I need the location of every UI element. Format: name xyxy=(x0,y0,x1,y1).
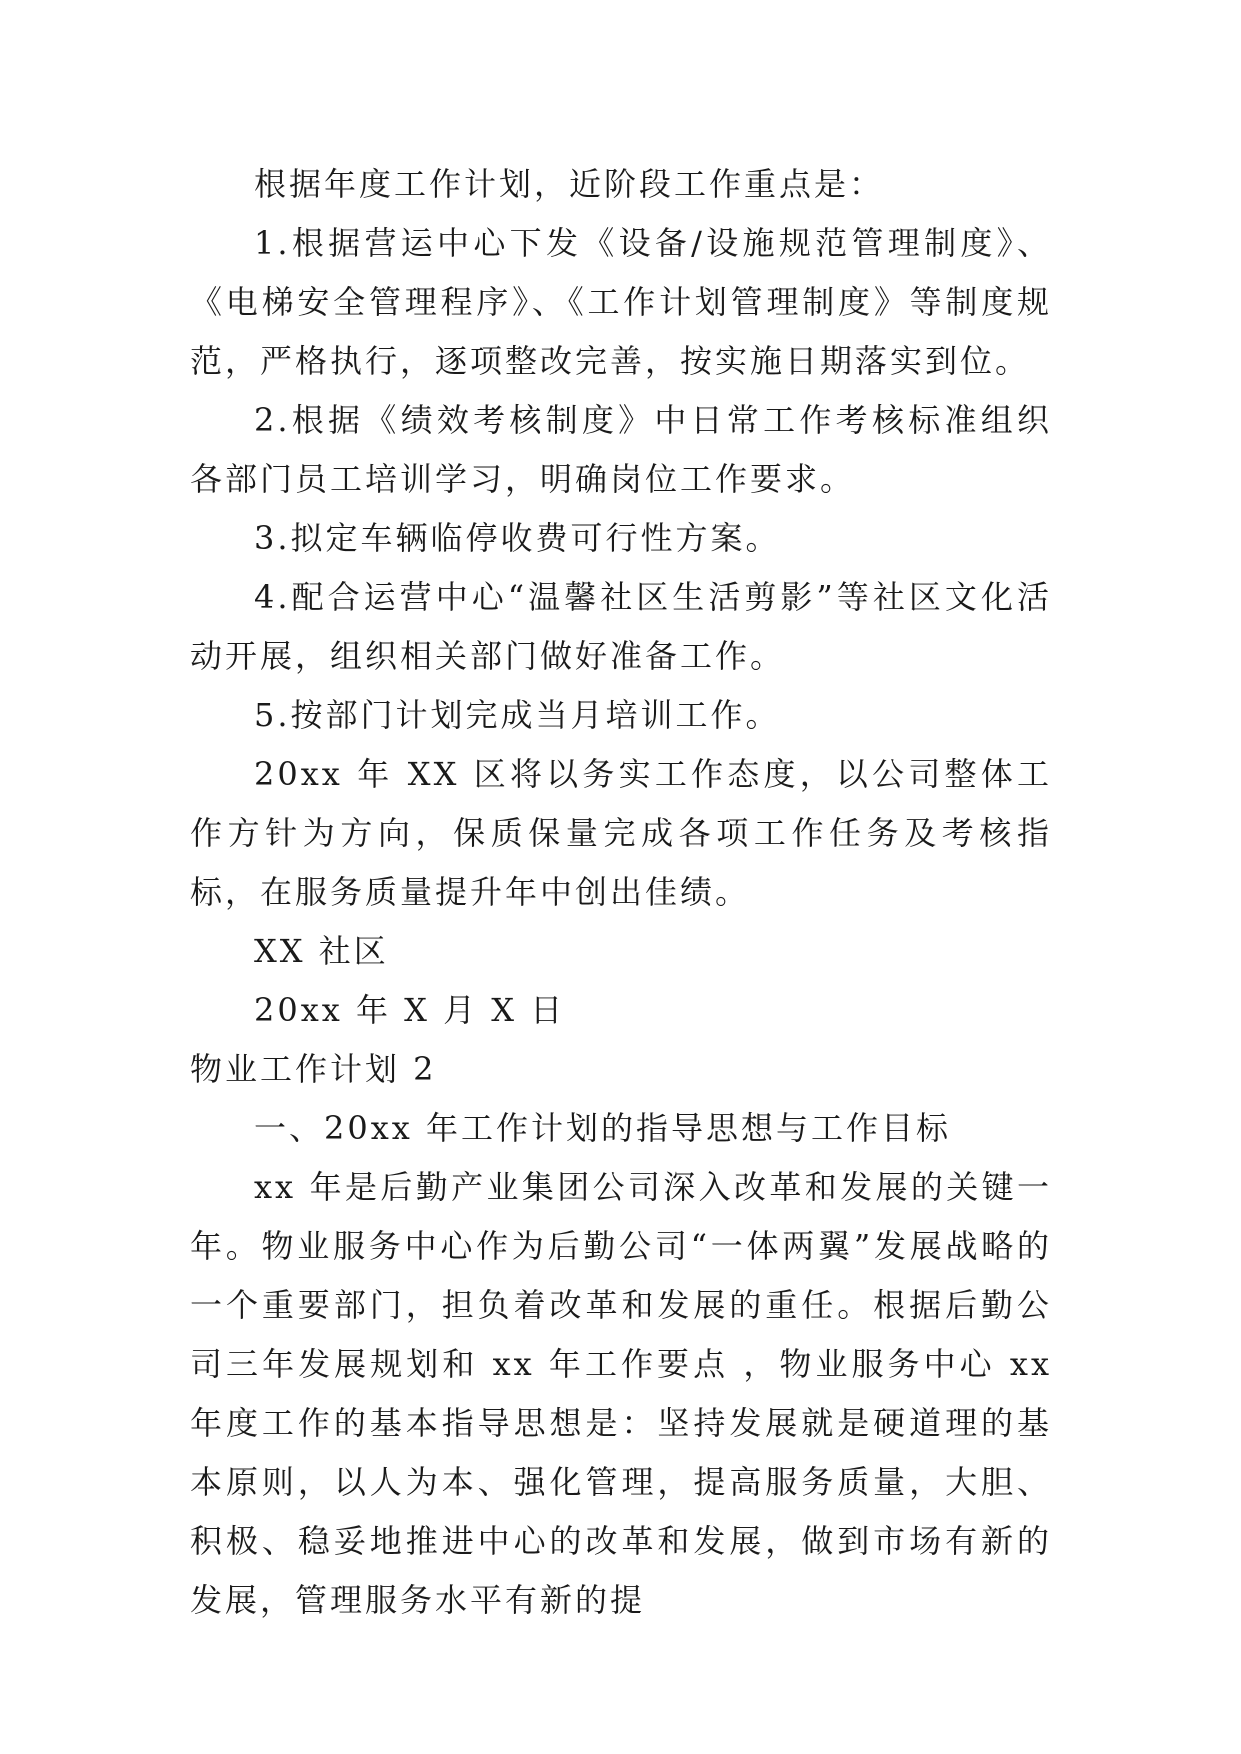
paragraph-item-3: 3.拟定车辆临停收费可行性方案。 xyxy=(254,519,781,557)
section-title: 物业工作计划 2 xyxy=(190,1050,437,1088)
paragraph-body: xx 年是后勤产业集团公司深入改革和发展的关键一年。物业服务中心作为后勤公司“一体两翼”发展战略的一个重要部门，担负着改革和发展的重任。根据后勤公司三年发展规划和 xx 年工作要点 ，物业服务中心 xx 年度工作的基本指导思想是：坚持发展就是硬道理的基本原则，以人为本、强化管理，提高服务质量，大胆、积极、稳妥地推进中心的改革和发展，做到市场有新的发展，管理服务水平有新的提 xyxy=(190,1168,1052,1619)
paragraph-summary: 20xx 年 XX 区将以务实工作态度，以公司整体工作方针为方向，保质保量完成各项工作任务及考核指标，在服务质量提升年中创出佳绩。 xyxy=(190,755,1052,911)
signature-date: 20xx 年 X 月 X 日 xyxy=(254,991,566,1029)
paragraph-item-2: 2.根据《绩效考核制度》中日常工作考核标准组织各部门员工培训学习，明确岗位工作要求。 xyxy=(190,401,1052,498)
subsection-heading: 一、20xx 年工作计划的指导思想与工作目标 xyxy=(254,1109,951,1147)
paragraph-intro: 根据年度工作计划，近阶段工作重点是： xyxy=(254,165,885,203)
paragraph-item-5: 5.按部门计划完成当月培训工作。 xyxy=(254,696,781,734)
paragraph-item-1: 1.根据营运中心下发《设备/设施规范管理制度》、《电梯安全管理程序》、《工作计划管理制度》等制度规范，严格执行，逐项整改完善，按实施日期落实到位。 xyxy=(190,224,1052,380)
signature-community: XX 社区 xyxy=(254,932,389,970)
document-body xyxy=(190,155,1052,1630)
paragraph-item-4: 4.配合运营中心“温馨社区生活剪影”等社区文化活动开展，组织相关部门做好准备工作。 xyxy=(190,578,1052,675)
